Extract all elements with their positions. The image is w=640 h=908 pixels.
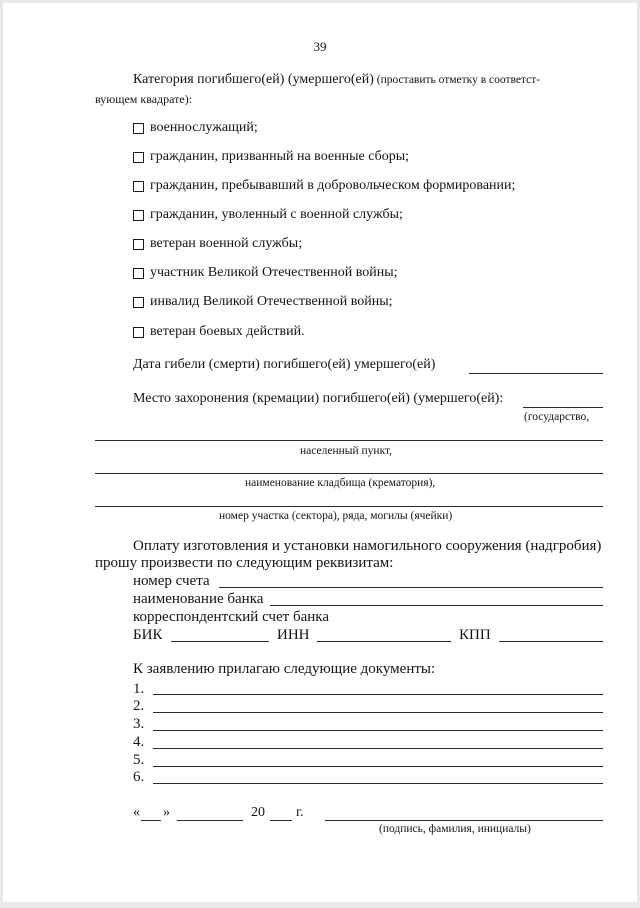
date-quote-close: » — [163, 805, 170, 820]
checkbox[interactable] — [133, 268, 144, 279]
category-intro-note-cont: вующем квадрате): — [95, 92, 193, 106]
category-option-label: ветеран военной службы; — [150, 236, 303, 251]
category-option[interactable] — [133, 120, 258, 136]
death-date-field[interactable] — [469, 373, 603, 374]
form-page — [3, 3, 637, 902]
month-field[interactable] — [177, 820, 243, 821]
checkbox[interactable] — [133, 297, 144, 308]
page-number: 39 — [313, 39, 327, 54]
kpp-label: КПП — [459, 627, 491, 643]
category-option[interactable] — [133, 149, 409, 165]
category-option-label: гражданин, пребывавший в добровольческом формировании; — [150, 178, 516, 193]
burial-cemetery-field[interactable] — [95, 473, 603, 474]
attachment-field[interactable] — [153, 748, 603, 749]
bik-label: БИК — [133, 627, 163, 643]
attachment-number: 1. — [133, 681, 145, 697]
burial-plot-field[interactable] — [95, 506, 603, 507]
death-date-label: Дата гибели (смерти) погибшего(ей) умершего(ей) — [133, 357, 436, 372]
checkbox[interactable] — [133, 152, 144, 163]
payment-intro-line2: прошу произвести по следующим реквизитам: — [95, 555, 394, 571]
inn-label: ИНН — [277, 627, 310, 643]
attachment-number: 5. — [133, 752, 145, 768]
account-number-field[interactable] — [219, 587, 603, 588]
burial-place-field[interactable] — [523, 407, 603, 408]
payment-intro-line1: Оплату изготовления и установки намогильного сооружения (надгробия) — [133, 538, 602, 554]
attachment-field[interactable] — [153, 712, 603, 713]
category-intro — [133, 72, 540, 88]
burial-caption-locality: населенный пункт, — [300, 445, 393, 457]
category-option[interactable] — [133, 265, 398, 281]
attachments-label: К заявлению прилагаю следующие документы: — [133, 661, 436, 677]
attachment-field[interactable] — [153, 730, 603, 731]
checkbox[interactable] — [133, 210, 144, 221]
checkbox[interactable] — [133, 181, 144, 192]
burial-caption-cemetery: наименование кладбища (крематория), — [245, 477, 436, 489]
attachment-number: 4. — [133, 734, 145, 750]
account-number-label: номер счета — [133, 573, 210, 589]
category-option-label: гражданин, призванный на военные сборы; — [150, 149, 409, 164]
burial-caption-plot: номер участка (сектора), ряда, могилы (ячейки) — [219, 510, 453, 522]
bank-name-field[interactable] — [270, 605, 603, 606]
category-option-label: ветеран боевых действий. — [150, 324, 305, 339]
attachment-number: 3. — [133, 716, 145, 732]
category-option-label: участник Великой Отечественной войны; — [150, 265, 398, 280]
bank-name-label: наименование банка — [133, 591, 264, 607]
attachment-field[interactable] — [153, 694, 603, 695]
category-option[interactable] — [133, 324, 305, 340]
year-prefix: 20 — [251, 805, 265, 820]
attachment-number: 6. — [133, 769, 145, 785]
burial-locality-field[interactable] — [95, 440, 603, 441]
year-suffix: г. — [296, 805, 304, 820]
category-option[interactable] — [133, 207, 403, 223]
date-quote-open: « — [133, 805, 140, 820]
corr-account-label: корреспондентский счет банка — [133, 609, 329, 625]
checkbox[interactable] — [133, 123, 144, 134]
category-option-label: инвалид Великой Отечественной войны; — [150, 294, 393, 309]
category-option-label: гражданин, уволенный с военной службы; — [150, 207, 403, 222]
attachment-number: 2. — [133, 698, 145, 714]
category-option-label: военнослужащий; — [150, 120, 258, 135]
category-option[interactable] — [133, 236, 302, 252]
inn-field[interactable] — [317, 641, 451, 642]
signature-field[interactable] — [325, 820, 603, 821]
attachment-field[interactable] — [153, 783, 603, 784]
attachment-field[interactable] — [153, 766, 603, 767]
category-option[interactable] — [133, 178, 515, 194]
category-option[interactable] — [133, 294, 393, 310]
burial-caption-state: (государство, — [524, 411, 590, 423]
bik-field[interactable] — [171, 641, 269, 642]
category-intro-main: Категория погибшего(ей) (умершего(ей) — [133, 72, 374, 87]
checkbox[interactable] — [133, 239, 144, 250]
kpp-field[interactable] — [499, 641, 603, 642]
day-field[interactable] — [141, 820, 161, 821]
year-field[interactable] — [270, 820, 292, 821]
category-intro-note: (проставить отметку в соответст- — [373, 74, 541, 86]
signature-caption: (подпись, фамилия, инициалы) — [379, 823, 531, 835]
burial-place-label: Место захоронения (кремации) погибшего(ей) (умершего(ей): — [133, 391, 504, 406]
checkbox[interactable] — [133, 327, 144, 338]
